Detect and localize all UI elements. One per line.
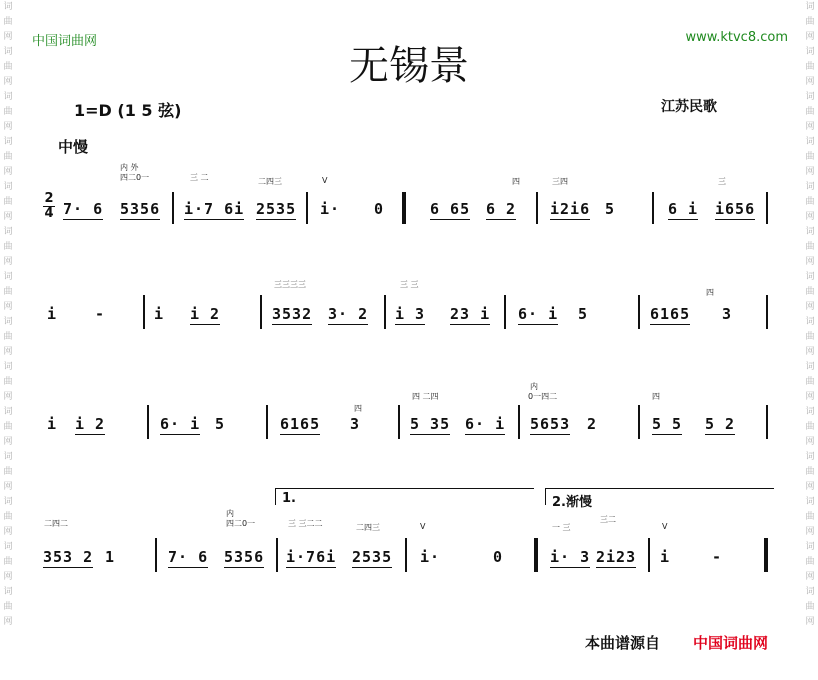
tempo-marking: 中慢 xyxy=(58,138,89,156)
note-group: i· xyxy=(420,548,441,566)
fingering: 二四三 xyxy=(258,177,282,186)
note-group: i· xyxy=(320,200,341,218)
barline xyxy=(536,192,538,224)
barline xyxy=(172,192,174,224)
barline xyxy=(405,538,407,572)
barline xyxy=(766,192,768,224)
barline xyxy=(147,405,149,439)
note-group: 5 2 xyxy=(705,415,736,433)
note-group: 0 xyxy=(493,548,504,566)
note-group: 5 xyxy=(215,415,226,433)
key-signature: 1=D (1 5 弦) xyxy=(74,101,182,120)
note-group: i656 xyxy=(715,200,756,218)
note-group: i·7 6i xyxy=(184,200,245,218)
fingering: 三 xyxy=(718,177,726,186)
volta-second-ending: 2.渐慢 xyxy=(545,488,774,505)
barline xyxy=(306,192,308,224)
fingering: 三四 xyxy=(552,177,568,186)
site-url-right[interactable]: www.ktvc8.com xyxy=(685,30,788,45)
barline xyxy=(143,295,145,329)
note-group: 5 35 xyxy=(410,415,451,433)
fingering: 内 xyxy=(226,509,234,518)
fingering: 二四二 xyxy=(44,519,68,528)
source-label: 本曲谱源自 xyxy=(585,634,661,652)
repeat-barline xyxy=(402,192,406,224)
note-group: 7· 6 xyxy=(168,548,209,566)
note-group: i xyxy=(660,548,671,566)
note-group: 3 xyxy=(722,305,733,323)
note-group: 0 xyxy=(374,200,385,218)
time-signature-bottom: 4 xyxy=(44,206,54,221)
repeat-barline xyxy=(534,538,538,572)
note-group: 6· i xyxy=(160,415,201,433)
barline xyxy=(766,405,768,439)
score-row-1 xyxy=(0,163,818,240)
fingering: 四 xyxy=(652,392,660,401)
note-group: 2535 xyxy=(256,200,297,218)
fingering: V xyxy=(420,522,426,531)
note-group: - xyxy=(95,305,106,323)
fingering: 三 三 xyxy=(400,280,419,289)
source-site-link[interactable]: 中国词曲网 xyxy=(693,634,769,652)
note-group: i·76i xyxy=(286,548,337,566)
fingering: 四二0一 xyxy=(226,519,256,528)
note-group: 5356 xyxy=(120,200,161,218)
fingering: 四 xyxy=(706,288,714,297)
song-origin: 江苏民歌 xyxy=(661,99,717,115)
barline xyxy=(276,538,278,572)
note-group: 5 5 xyxy=(652,415,683,433)
note-group: i xyxy=(154,305,165,323)
note-group: 6165 xyxy=(280,415,321,433)
fingering: 四 xyxy=(354,404,362,413)
barline xyxy=(398,405,400,439)
note-group: 7· 6 xyxy=(63,200,104,218)
fingering: 三三三三 xyxy=(274,280,306,289)
fingering: 内 xyxy=(530,382,538,391)
fingering: 四二0一 xyxy=(120,173,150,182)
fingering: 三二 xyxy=(600,515,616,524)
note-group: 2535 xyxy=(352,548,393,566)
note-group: 5 xyxy=(605,200,616,218)
note-group: i 2 xyxy=(190,305,221,323)
barline xyxy=(652,192,654,224)
barline xyxy=(384,295,386,329)
barline xyxy=(638,295,640,329)
fingering: 一 三 xyxy=(552,523,571,532)
fingering: V xyxy=(662,522,668,531)
note-group: i2i6 xyxy=(550,200,591,218)
note-group: 3· 2 xyxy=(328,305,369,323)
final-barline xyxy=(764,538,768,572)
fingering: 四 二四 xyxy=(412,392,439,401)
note-group: - xyxy=(712,548,723,566)
note-group: 5 xyxy=(578,305,589,323)
barline xyxy=(155,538,157,572)
note-group: 3532 xyxy=(272,305,313,323)
note-group: 6 2 xyxy=(486,200,517,218)
barline xyxy=(766,295,768,329)
barline xyxy=(518,405,520,439)
left-watermark-strip: 词曲网词曲网词曲网词曲网词曲网词曲网词曲网词曲网词曲网词曲网词曲网词曲网词曲网词曲网 xyxy=(3,2,13,627)
score-row-4 xyxy=(0,510,818,580)
barline xyxy=(260,295,262,329)
note-group: 2i23 xyxy=(596,548,637,566)
fingering: 二四三 xyxy=(356,523,380,532)
time-signature-top: 2 xyxy=(44,191,54,206)
note-group: i· 3 xyxy=(550,548,591,566)
fingering: 四 xyxy=(512,177,520,186)
note-group: i 2 xyxy=(75,415,106,433)
fingering: 三 二 xyxy=(190,173,209,182)
fingering: 内 外 xyxy=(120,163,139,172)
fingering: 0一四二 xyxy=(528,392,558,401)
note-group: 6 i xyxy=(668,200,699,218)
note-group: 6165 xyxy=(650,305,691,323)
note-group: 5653 xyxy=(530,415,571,433)
note-group: 2 xyxy=(587,415,598,433)
note-group: 6 65 xyxy=(430,200,471,218)
note-group: i xyxy=(47,305,58,323)
barline xyxy=(504,295,506,329)
note-group: 1 xyxy=(105,548,116,566)
note-group: 23 i xyxy=(450,305,491,323)
note-group: 3 xyxy=(350,415,361,433)
barline xyxy=(648,538,650,572)
fingering: V xyxy=(322,176,328,185)
score-title: 无锡景 xyxy=(349,43,469,89)
barline xyxy=(266,405,268,439)
site-name-left[interactable]: 中国词曲网 xyxy=(32,34,98,49)
barline xyxy=(638,405,640,439)
note-group: i xyxy=(47,415,58,433)
note-group: 5356 xyxy=(224,548,265,566)
score-row-3 xyxy=(0,382,818,455)
note-group: 6· i xyxy=(518,305,559,323)
volta-first-ending: 1. xyxy=(275,488,534,505)
note-group: i 3 xyxy=(395,305,426,323)
note-group: 353 2 xyxy=(43,548,94,566)
score-row-2 xyxy=(0,275,818,345)
fingering: 三 三二二 xyxy=(288,519,323,528)
right-watermark-strip: 词曲网词曲网词曲网词曲网词曲网词曲网词曲网词曲网词曲网词曲网词曲网词曲网词曲网词曲网 xyxy=(805,2,815,627)
note-group: 6· i xyxy=(465,415,506,433)
